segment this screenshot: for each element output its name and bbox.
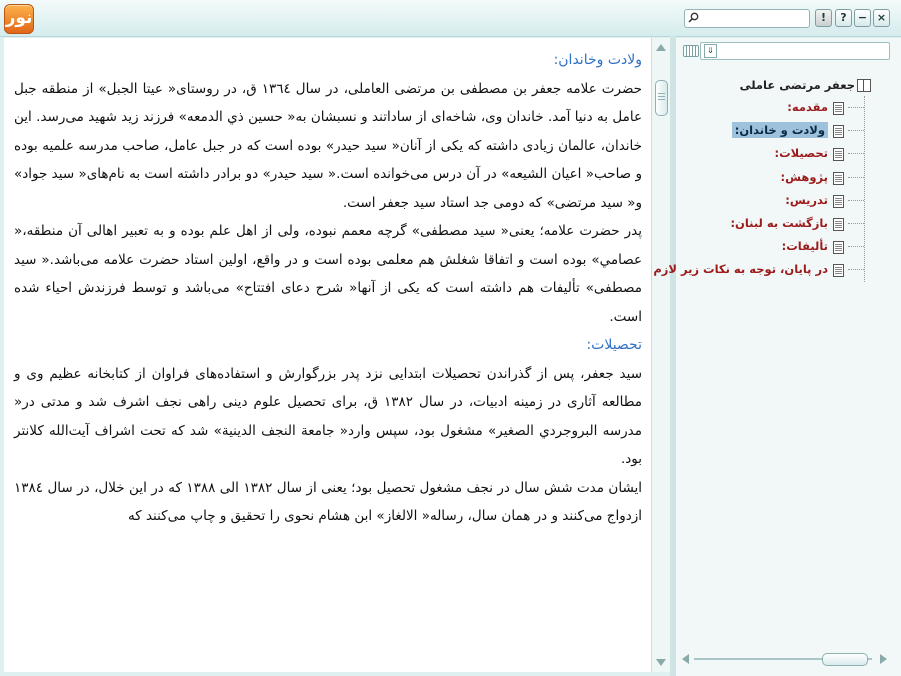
keyboard-icon[interactable] bbox=[683, 45, 699, 57]
scroll-down-arrow-icon[interactable] bbox=[656, 659, 666, 666]
tree-item[interactable] bbox=[653, 119, 846, 142]
scroll-up-arrow-icon[interactable] bbox=[656, 44, 666, 51]
tree-item[interactable] bbox=[653, 258, 846, 281]
page-icon bbox=[833, 241, 844, 254]
help-button[interactable]: ? bbox=[835, 9, 852, 27]
page-icon bbox=[833, 102, 844, 115]
tree-item-label: تدریس: bbox=[785, 192, 828, 207]
scroll-left-arrow-icon[interactable] bbox=[682, 654, 689, 664]
document-pane[interactable] bbox=[4, 38, 651, 672]
paragraph: حضرت علامه جعفر بن مصطفی بن مرتضی العاملی، در سال ۱۳٦٤ ق، در روستای« عیتا الجبل» از منطقه جبل عامل به دنیا آمد. خاندان وی، شاخه‌ای از ساداتند و نسبشان به« حسین ذي الدمعه» فرزند زید شهید می‌رسد. این خاندان، عالمان زیادی داشته که یکی از آنان« سید حیدر» بوده است که در جبل عامل، صاحب مدرسه علمیه بوده و صاحب« اعیان الشیعه» در آن درس می‌خوانده است.« سید حیدر» دو برادر داشته است به نام‌های« سید جواد» و« سید مرتضی» که دومی جد استاد سید جعفر است. bbox=[14, 80, 642, 211]
tree-root[interactable] bbox=[653, 74, 871, 96]
tree-item[interactable] bbox=[653, 96, 846, 119]
document-text bbox=[14, 46, 642, 531]
tree-item[interactable] bbox=[653, 212, 846, 235]
page-icon bbox=[833, 148, 844, 161]
table-of-contents-tree bbox=[653, 74, 871, 282]
page-icon bbox=[833, 264, 844, 277]
paragraph: ایشان مدت شش سال در نجف مشغول تحصیل بود؛ یعنی از سال ۱۳۸۲ الی ۱۳۸۸ که در این خلال، در سال ۱۳۸٤ ازدواج می‌کنند و در همان سال، رساله« الالغاز» ابن هشام نحوی را تحقیق و چاپ می‌کنند که bbox=[14, 479, 642, 524]
tree-item-label: تألیفات: bbox=[781, 239, 828, 254]
tree-item[interactable] bbox=[653, 142, 846, 165]
tree-item-label: پژوهش: bbox=[780, 169, 828, 184]
search-icon bbox=[688, 12, 699, 23]
page-icon bbox=[833, 172, 844, 185]
sidebar-search-button[interactable]: ⇓ bbox=[704, 44, 717, 58]
tree-root-label: جعفر مرتضی عاملی bbox=[739, 78, 855, 92]
scroll-thumb-horizontal[interactable] bbox=[822, 653, 868, 666]
scroll-right-arrow-icon[interactable] bbox=[880, 654, 887, 664]
section-heading: ولادت وخاندان: bbox=[553, 52, 642, 68]
title-search-input[interactable] bbox=[684, 9, 810, 28]
minimize-button[interactable]: − bbox=[854, 9, 871, 27]
sidebar-search-input[interactable] bbox=[700, 42, 890, 60]
tree-item-label: ولادت و خاندان: bbox=[732, 122, 828, 138]
book-icon bbox=[857, 79, 871, 92]
tree-item-label: بازگشت به لبنان: bbox=[730, 215, 828, 230]
page-icon bbox=[833, 218, 844, 231]
tree-item-label: در پایان، توجه به نکات زیر لازم bbox=[653, 262, 828, 277]
tree-item-label: مقدمه: bbox=[787, 100, 828, 114]
page-icon bbox=[833, 195, 844, 208]
app-logo[interactable]: نور bbox=[4, 4, 34, 34]
paragraph: پدر حضرت علامه؛ یعنی« سید مصطفی» گرچه معمم نبوده، ولی از اهل علم بوده و به تعبیر اهالی آن منطقه،« عصامي» بوده است و اتفاقا شغلش هم معلمی بوده است و در واقع، اولین استاد حضرت علامه می‌باشد.« سید مصطفی» تألیفات هم داشته است که یکی از آنها« شرح دعای افتتاح» می‌باشد و توسط فرزندش احیاء شده است. bbox=[14, 223, 642, 325]
paragraph: سید جعفر، پس از گذراندن تحصیلات ابتدایی نزد پدر بزرگوارش و استفاده‌های فراوان از کتابخانه عظیم وی و مطالعه آثاری در زمینه ادبیات، در سال ۱۳۸۲ ق، برای تحصیل علوم دینی راهی نجف اشرف شد و مدتی در« مدرسه البروجردي الصغیر» مشغول بود، سپس وارد« جامعة النجف الدينية» شد که تحت اشراف آیت‌الله کلانتر بود. bbox=[14, 365, 643, 467]
close-button[interactable]: × bbox=[873, 9, 890, 27]
title-bar bbox=[0, 0, 901, 37]
sidebar-horizontal-scrollbar[interactable] bbox=[682, 652, 887, 666]
tree-items bbox=[653, 96, 865, 282]
page-icon bbox=[833, 125, 844, 138]
tree-item[interactable] bbox=[653, 235, 846, 258]
tree-item[interactable] bbox=[653, 189, 846, 212]
tree-item-label: تحصیلات: bbox=[774, 146, 828, 161]
tree-item[interactable] bbox=[653, 166, 846, 189]
section-heading: تحصیلات: bbox=[586, 337, 642, 353]
alert-button[interactable]: ! bbox=[815, 9, 832, 27]
